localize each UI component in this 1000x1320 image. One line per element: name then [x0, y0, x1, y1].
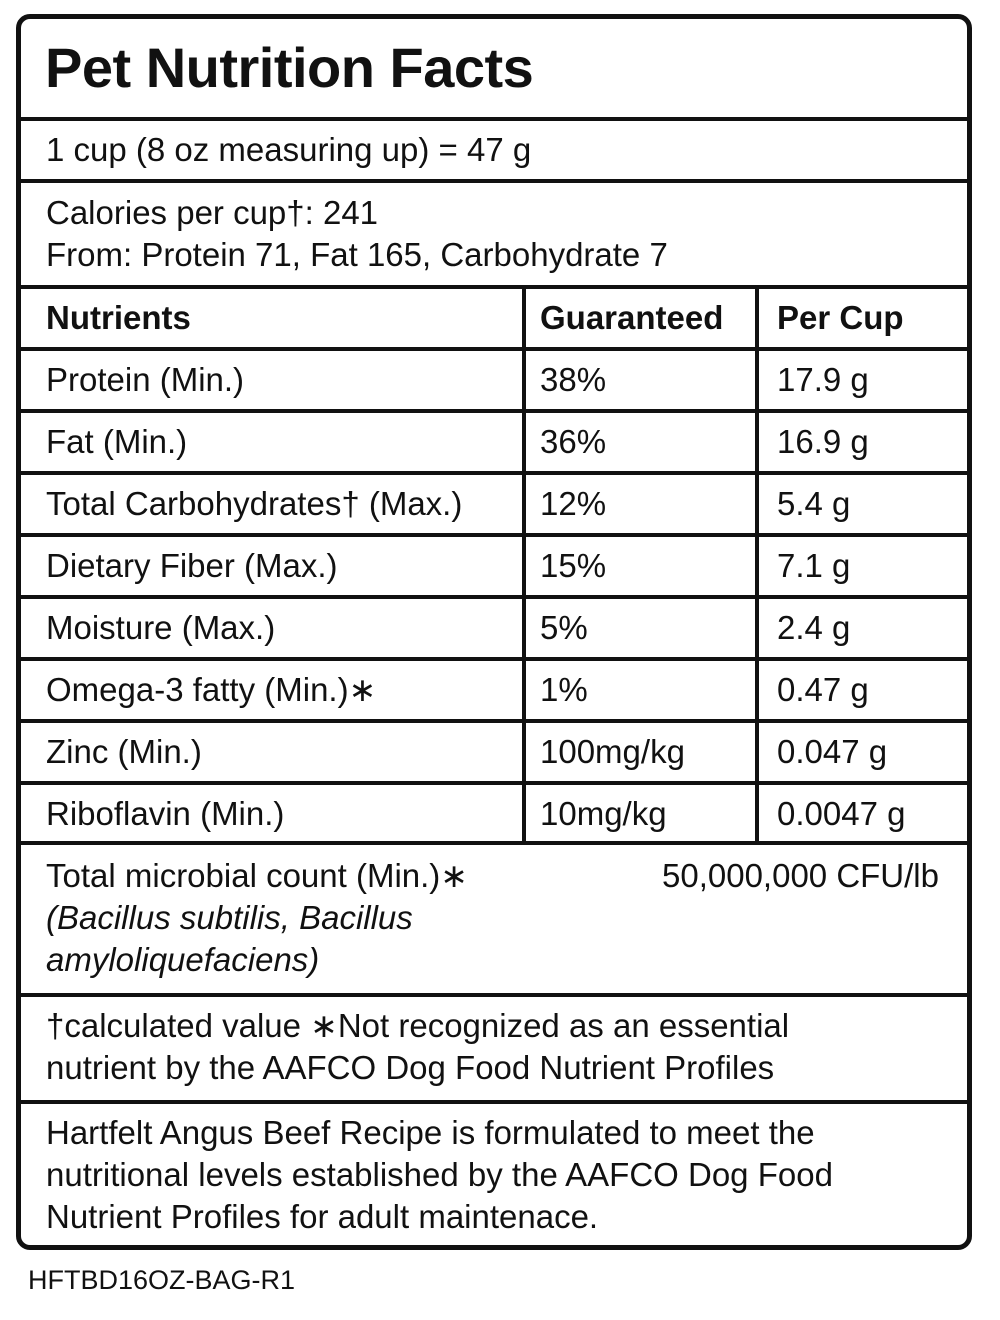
column-divider — [522, 289, 526, 841]
aafco-statement — [21, 1104, 967, 1250]
footnote-line: nutrient by the AAFCO Dog Food Nutrient Profiles — [46, 1049, 775, 1086]
panel-title: Pet Nutrition Facts — [45, 36, 534, 99]
statement-line: Hartfelt Angus Beef Recipe is formulated to meet the — [46, 1114, 815, 1151]
nutrient-name: Zinc (Min.) — [46, 733, 202, 770]
guaranteed-value: 15% — [540, 547, 607, 584]
nutrient-name: Fat (Min.) — [46, 423, 188, 460]
microbial-species-line: amyloliquefaciens) — [46, 941, 320, 978]
serving-size: 1 cup (8 oz measuring up) = 47 g — [46, 131, 532, 168]
nutrition-facts-panel — [16, 14, 972, 1250]
nutrient-name: Total Carbohydrates† (Max.) — [46, 485, 463, 522]
microbial-value: 50,000,000 CFU/lb — [661, 857, 939, 894]
table-row — [21, 723, 967, 781]
statement-line: Nutrient Profiles for adult maintenace. — [46, 1198, 599, 1235]
nutrient-name: Riboflavin (Min.) — [46, 795, 285, 832]
nutrient-name: Moisture (Max.) — [46, 609, 276, 646]
guaranteed-value: 10mg/kg — [540, 795, 667, 832]
guaranteed-value: 5% — [540, 609, 588, 646]
nutrient-name: Omega-3 fatty (Min.)∗ — [46, 671, 377, 708]
per-cup-value: 17.9 g — [777, 361, 869, 398]
microbial-species-line: (Bacillus subtilis, Bacillus — [46, 899, 413, 936]
nutrient-name: Protein (Min.) — [46, 361, 245, 398]
calories-per-cup: Calories per cup†: 241 — [46, 194, 379, 231]
guaranteed-value: 1% — [540, 671, 588, 708]
footnote-line: †calculated value ∗Not recognized as an essential — [46, 1007, 790, 1044]
per-cup-value: 0.47 g — [777, 671, 869, 708]
table-row — [21, 599, 967, 657]
product-code: HFTBD16OZ-BAG-R1 — [28, 1265, 296, 1295]
table-row — [21, 413, 967, 471]
table-row — [21, 475, 967, 533]
header-guaranteed: Guaranteed — [540, 299, 724, 336]
calories-breakdown: From: Protein 71, Fat 165, Carbohydrate 7 — [46, 236, 668, 273]
table-row — [21, 537, 967, 595]
per-cup-value: 7.1 g — [777, 547, 851, 584]
nutrient-name: Dietary Fiber (Max.) — [46, 547, 338, 584]
table-row — [21, 351, 967, 409]
statement-line: nutritional levels established by the AAFCO Dog Food — [46, 1156, 833, 1193]
per-cup-value: 5.4 g — [777, 485, 851, 522]
guaranteed-value: 100mg/kg — [540, 733, 685, 770]
column-divider — [755, 289, 759, 841]
calories-block — [21, 183, 967, 285]
guaranteed-value: 12% — [540, 485, 607, 522]
table-row — [21, 785, 967, 843]
footnote-block — [21, 997, 967, 1100]
per-cup-value: 2.4 g — [777, 609, 851, 646]
per-cup-value: 0.047 g — [777, 733, 888, 770]
microbial-count-block — [21, 845, 967, 992]
table-header-row — [21, 289, 967, 347]
header-nutrients: Nutrients — [46, 299, 191, 336]
microbial-label: Total microbial count (Min.)∗ — [46, 857, 468, 894]
header-per-cup: Per Cup — [777, 299, 904, 336]
guaranteed-value: 36% — [540, 423, 607, 460]
table-row — [21, 661, 967, 719]
per-cup-value: 0.0047 g — [777, 795, 906, 832]
per-cup-value: 16.9 g — [777, 423, 869, 460]
guaranteed-value: 38% — [540, 361, 607, 398]
